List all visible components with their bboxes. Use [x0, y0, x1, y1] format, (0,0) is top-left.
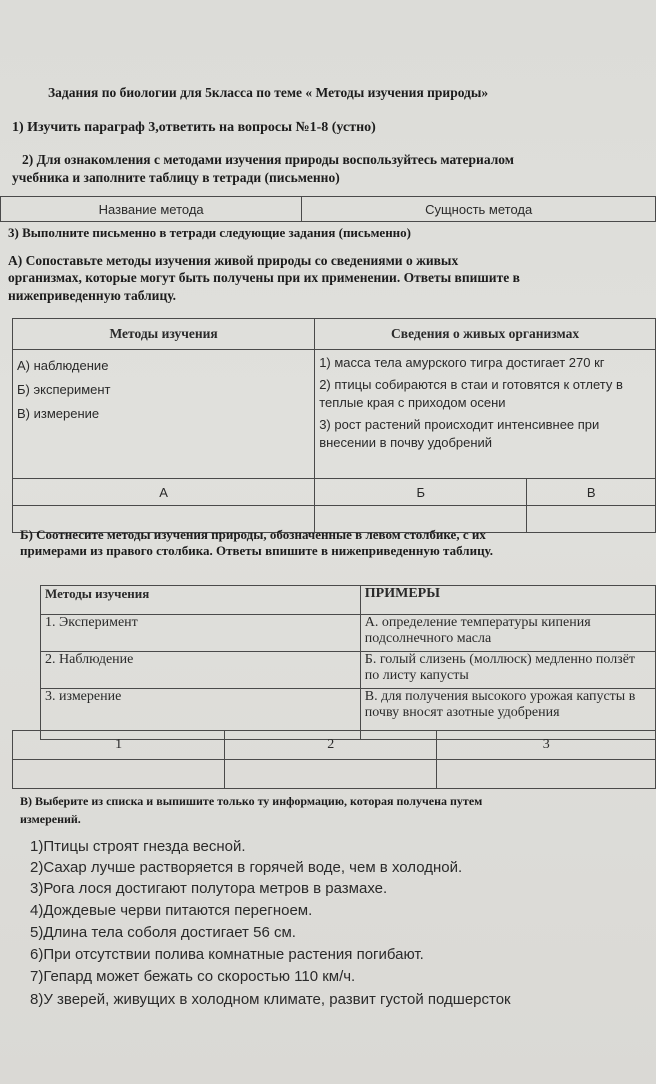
task-a-line-3: нижеприведенную таблицу.	[8, 288, 177, 303]
fact-3: 3) рост растений происходит интенсивнее при внесении в почву удобрений	[319, 417, 600, 450]
table-a-methods-cell	[13, 350, 315, 479]
answer-header-1: 1	[13, 731, 225, 760]
task-2-line-2: учебника и заполните таблицу в тетради (письменно)	[12, 170, 340, 185]
method-c: В) измерение	[17, 406, 100, 421]
list-item: 5)Длина тела соболя достигает 56 см.	[30, 924, 296, 941]
answer-cell-3[interactable]	[437, 760, 656, 789]
answer-header-b: Б	[315, 479, 527, 506]
answer-header-v: В	[527, 479, 656, 506]
answer-header-3: 3	[437, 731, 656, 760]
task-a-line-2: организмах, которые могут быть получены при их применении. Ответы впишите в	[8, 270, 520, 285]
answer-cell-1[interactable]	[13, 760, 225, 789]
worksheet-title: Задания по биологии для 5класса по теме « Методы изучения природы»	[48, 85, 489, 100]
table-a-facts-cell	[315, 350, 656, 479]
answer-cell-v[interactable]	[527, 506, 656, 533]
table-b-example-a: А. определение температуры кипения подсолнечного масла	[360, 615, 655, 652]
table-a	[12, 318, 656, 533]
list-item: 4)Дождевые черви питаются перегноем.	[30, 902, 313, 919]
methods-table	[0, 196, 656, 222]
table1-header-essence: Сущность метода	[302, 197, 656, 222]
task-b-line-1: Б) Соотнесите методы изучения природы, обозначенные в левом столбике, с их	[20, 527, 486, 542]
method-a: А) наблюдение	[17, 358, 109, 373]
table-b-method-2: 2. Наблюдение	[41, 652, 361, 689]
list-item: 6)При отсутствии полива комнатные растения погибают.	[30, 946, 424, 963]
table-a-header-methods: Методы изучения	[13, 319, 315, 350]
task-v-line-2: измерений.	[20, 812, 81, 826]
list-item: 7)Гепард может бежать со скоростью 110 км/ч.	[30, 968, 356, 985]
task-b-line-2: примерами из правого столбика. Ответы впишите в нижеприведенную таблицу.	[20, 543, 494, 558]
table-b-answers	[12, 730, 656, 789]
fact-1: 1) масса тела амурского тигра достигает 270 кг	[319, 355, 605, 370]
answer-cell-2[interactable]	[225, 760, 437, 789]
table-b-header-methods: Методы изучения	[41, 586, 361, 615]
task-3: 3) Выполните письменно в тетради следующие задания (письменно)	[8, 225, 412, 240]
table-b	[40, 585, 656, 740]
task-a-line-1: А) Сопоставьте методы изучения живой природы со сведениями о живых	[8, 253, 459, 268]
table-b-method-3: 3. измерение	[41, 689, 361, 740]
list-item: 1)Птицы строят гнезда весной.	[30, 838, 246, 855]
answer-header-a: А	[13, 479, 315, 506]
table-b-example-v: В. для получения высокого урожая капусты в почву вносят азотные удобрения	[360, 689, 655, 740]
list-item: 3)Рога лося достигают полутора метров в размахе.	[30, 880, 388, 897]
task-1: 1) Изучить параграф 3,ответить на вопросы №1-8 (устно)	[12, 120, 376, 135]
table-a-header-facts: Сведения о живых организмах	[315, 319, 656, 350]
table-b-header-examples: ПРИМЕРЫ	[360, 586, 655, 615]
task-2-line-1: 2) Для ознакомления с методами изучения природы воспользуйтесь материалом	[22, 152, 514, 167]
fact-2: 2) птицы собираются в стаи и готовятся к отлету в теплые края с приходом осени	[319, 377, 623, 410]
table1-header-method: Название метода	[1, 197, 302, 222]
list-item: 8)У зверей, живущих в холодном климате, развит густой подшерсток	[30, 991, 511, 1008]
list-item: 2)Сахар лучше растворяется в горячей воде, чем в холодной.	[30, 859, 463, 876]
table-b-example-b: Б. голый слизень (моллюск) медленно ползёт по листу капусты	[360, 652, 655, 689]
method-b: Б) эксперимент	[17, 382, 111, 397]
answer-header-2: 2	[225, 731, 437, 760]
task-v-line-1: В) Выберите из списка и выпишите только ту информацию, которая получена путем	[20, 794, 483, 808]
table-b-method-1: 1. Эксперимент	[41, 615, 361, 652]
